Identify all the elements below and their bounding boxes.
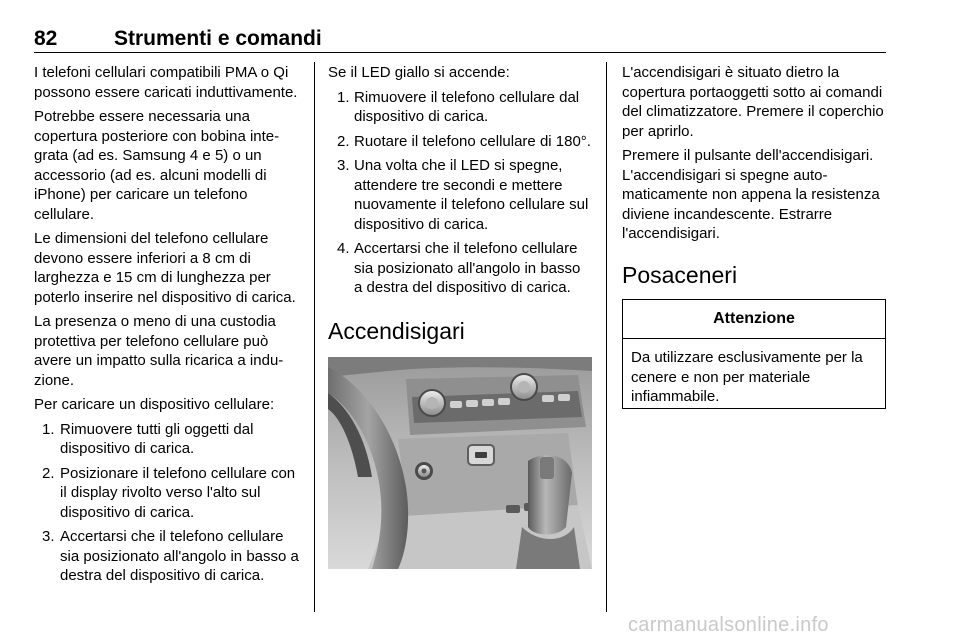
paragraph: Potrebbe essere necessaria una copertura posteriore con bobina integrata (ad es. Samsung 4 e 5) o un accessorio (ad es. alcuni modelli di iPhone) per caricare un telefono cellulare.: [34, 108, 280, 223]
paragraph: L'accendisigari è situato dietro la copertura portaoggetti sotto ai comandi del climatizzatore. Premere il coperchio per aprirlo.: [622, 64, 884, 140]
page-header: [34, 27, 886, 53]
paragraph: Se il LED giallo si accende:: [328, 64, 510, 81]
list-item-text: Accertarsi che il telefono cellulare sia posizionato all'angolo in basso a destra del dispositivo di carica.: [354, 240, 581, 296]
warning-box: [622, 299, 886, 409]
list-number: 2.: [42, 464, 55, 482]
charging-steps-list: [34, 420, 300, 586]
list-item: [34, 527, 300, 586]
led-steps-list: [328, 88, 592, 298]
list-item: [328, 156, 592, 234]
list-number: 3.: [337, 157, 350, 174]
warning-text: Da utilizzare esclusivamente per la cenere e non per materiale infiammabile.: [631, 349, 863, 405]
cigarette-lighter-illustration: [328, 357, 592, 569]
list-number: 3.: [42, 528, 55, 545]
paragraph: I telefoni cellulari compatibili PMA o Qi possono essere caricati induttivamente.: [34, 64, 298, 101]
list-item: [34, 420, 300, 459]
list-item-text: Ruotare il telefono cellulare di 180°.: [354, 132, 591, 150]
column-divider: [606, 62, 607, 612]
list-item-text: Rimuovere il telefono cellulare dal dispositivo di carica.: [354, 88, 580, 125]
watermark: carmanualsonline.info: [628, 614, 829, 636]
list-number: 4.: [337, 240, 350, 257]
column-divider: [314, 62, 315, 612]
column-left: [34, 63, 300, 591]
section-heading-accendisigari: Accendisigari: [328, 318, 465, 344]
list-item: [328, 132, 592, 152]
section-heading-posaceneri: Posaceneri: [622, 262, 738, 288]
page-number: 82: [34, 27, 58, 50]
paragraph: La presenza o meno di una custodia protettiva per telefono cellulare può avere un impatto sulla ricarica a induzione.: [34, 313, 284, 389]
list-number: 2.: [337, 132, 350, 150]
list-number: 1.: [337, 88, 350, 106]
paragraph: Per caricare un dispositivo cellulare:: [34, 396, 275, 413]
paragraph: Le dimensioni del telefono cellulare devono essere inferiori a 8 cm di larghezza e 15 cm di lunghezza per poterlo inserire nel dispositivo di carica.: [34, 230, 296, 306]
column-middle: [328, 63, 592, 303]
list-item: [328, 88, 592, 127]
warning-title: Attenzione: [623, 300, 885, 339]
list-item-text: Accertarsi che il telefono cellulare sia posizionato all'angolo in basso a destra del dispositivo di carica.: [60, 528, 299, 584]
list-item: [328, 239, 592, 298]
list-item-text: Posizionare il telefono cellulare con il display rivolto verso l'alto sul dispositivo di carica.: [60, 464, 296, 521]
list-number: 1.: [42, 420, 55, 438]
paragraph: Premere il pulsante dell'accendisigari. L'accendisigari si spegne automaticamente non appena la resistenza diviene incandescente. Estrarre l'accendisigari.: [622, 147, 880, 242]
list-item-text: Rimuovere tutti gli oggetti dal dispositivo di carica.: [60, 420, 254, 457]
list-item: [34, 464, 300, 523]
list-item-text: Una volta che il LED si spegne, attendere tre secondi e mettere nuovamente il telefono cellulare sul dispositivo di carica.: [354, 157, 589, 233]
page-title: Strumenti e comandi: [114, 27, 322, 50]
column-right: [622, 63, 886, 249]
